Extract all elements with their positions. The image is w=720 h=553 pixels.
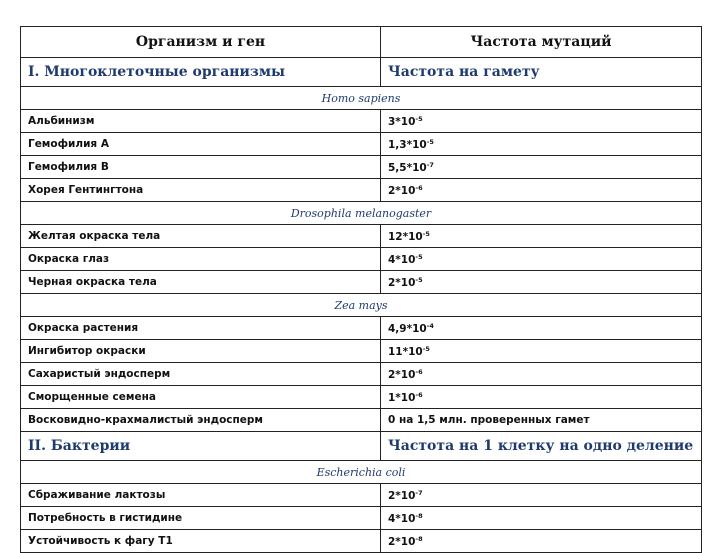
table-row (21, 225, 702, 248)
gene-name: Окраска глаз (21, 248, 381, 271)
species-name: Escherichia coli (21, 461, 702, 484)
frequency-value: $2*10^{-8}$ (381, 530, 702, 553)
table-row (21, 110, 702, 133)
species-name: Drosophila melanogaster (21, 202, 702, 225)
gene-name: Хорея Гентингтона (21, 179, 381, 202)
frequency-value: $2*10^{-5}$ (381, 271, 702, 294)
species-row-escherichia-coli (21, 461, 702, 484)
section-row-bacteria (21, 432, 702, 461)
gene-name: Черная окраска тела (21, 271, 381, 294)
gene-name: Сморщенные семена (21, 386, 381, 409)
frequency-value: $1,3*10^{-5}$ (381, 133, 702, 156)
table-row (21, 507, 702, 530)
frequency-value: $5,5*10^{-7}$ (381, 156, 702, 179)
frequency-value: 0 на 1,5 млн. проверенных гамет (381, 409, 702, 432)
section-frequency-unit: Частота на 1 клетку на одно деление (381, 432, 702, 461)
section-title: I. Многоклеточные организмы (21, 58, 381, 87)
frequency-value: $4,9*10^{-4}$ (381, 317, 702, 340)
gene-name: Ингибитор окраски (21, 340, 381, 363)
table-row (21, 271, 702, 294)
table-row (21, 317, 702, 340)
table-row (21, 156, 702, 179)
frequency-value: $2*10^{-7}$ (381, 484, 702, 507)
table-row (21, 363, 702, 386)
frequency-value: $4*10^{-5}$ (381, 248, 702, 271)
gene-name: Альбинизм (21, 110, 381, 133)
section-title: II. Бактерии (21, 432, 381, 461)
species-name: Zea mays (21, 294, 702, 317)
table-row (21, 386, 702, 409)
frequency-value: $2*10^{-6}$ (381, 179, 702, 202)
table-row (21, 133, 702, 156)
frequency-value: $11*10^{-5}$ (381, 340, 702, 363)
gene-name: Восковидно-крахмалистый эндосперм (21, 409, 381, 432)
gene-name: Сбраживание лактозы (21, 484, 381, 507)
table-row (21, 409, 702, 432)
table-row (21, 530, 702, 553)
table-row (21, 484, 702, 507)
section-frequency-unit: Частота на гамету (381, 58, 702, 87)
gene-name: Потребность в гистидине (21, 507, 381, 530)
frequency-value: $12*10^{-5}$ (381, 225, 702, 248)
frequency-value: $1*10^{-6}$ (381, 386, 702, 409)
gene-name: Сахаристый эндосперм (21, 363, 381, 386)
header-organism-gene: Организм и ген (21, 27, 381, 58)
frequency-value: $4*10^{-8}$ (381, 507, 702, 530)
species-name: Homo sapiens (21, 87, 702, 110)
header-mutation-frequency: Частота мутаций (381, 27, 702, 58)
species-row-zea-mays (21, 294, 702, 317)
table-row (21, 340, 702, 363)
frequency-value: $2*10^{-6}$ (381, 363, 702, 386)
gene-name: Устойчивость к фагу Т1 (21, 530, 381, 553)
frequency-value: $3*10^{-5}$ (381, 110, 702, 133)
gene-name: Гемофилия А (21, 133, 381, 156)
mutation-frequency-table (20, 26, 702, 553)
gene-name: Желтая окраска тела (21, 225, 381, 248)
species-row-homo-sapiens (21, 87, 702, 110)
table-row (21, 179, 702, 202)
gene-name: Окраска растения (21, 317, 381, 340)
species-row-drosophila (21, 202, 702, 225)
table-header-row (21, 27, 702, 58)
section-row-multicellular (21, 58, 702, 87)
gene-name: Гемофилия В (21, 156, 381, 179)
table-row (21, 248, 702, 271)
